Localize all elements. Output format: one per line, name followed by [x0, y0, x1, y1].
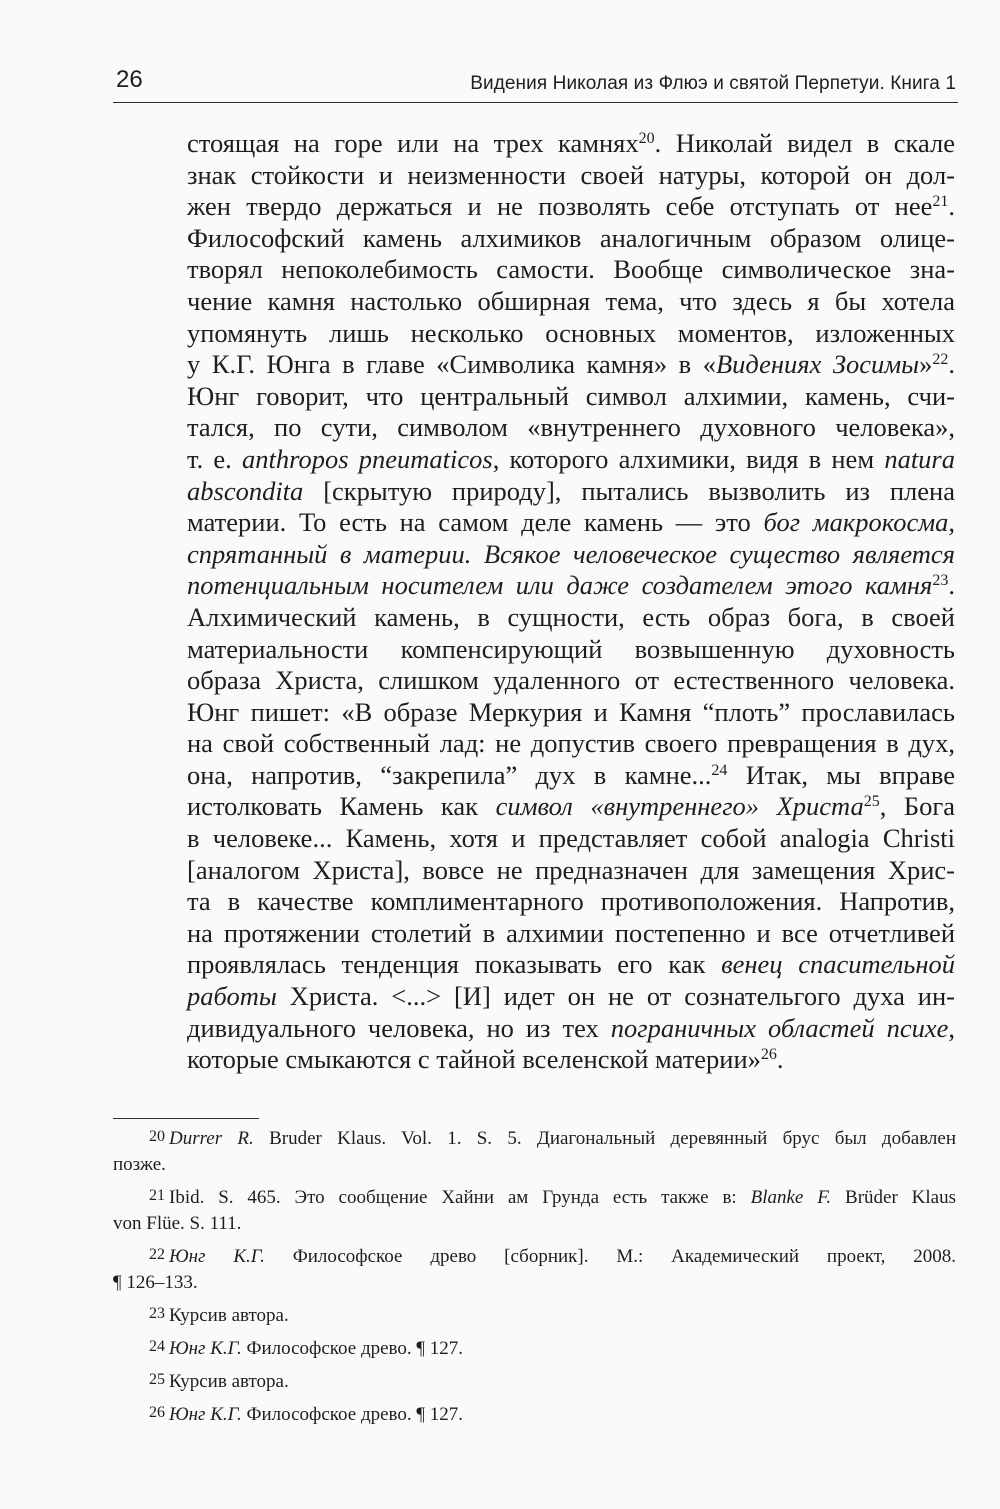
text-line — [187, 286, 955, 318]
footnote-line — [113, 1124, 956, 1152]
text-text: дивидуального человека, но из тех — [187, 1012, 611, 1043]
text-text: та в качестве комплиментарного противоположения. Напротив, — [187, 886, 955, 917]
text-line — [187, 823, 955, 855]
text-text: образа Христа, слишком удаленного от естественного человека. — [187, 665, 955, 696]
footnote-number: 22 — [149, 1246, 165, 1263]
footnote — [113, 1400, 956, 1428]
footnote-ref: 25 — [863, 793, 880, 811]
footnote-line — [113, 1211, 956, 1237]
text-text: [скрытую природу], пытались вызволить из плена — [303, 475, 955, 506]
text-line — [187, 855, 955, 887]
footnote-divider — [113, 1118, 259, 1119]
text-line — [187, 412, 955, 444]
text-italic: natura — [884, 443, 955, 474]
text-text: Юнг говорит, что центральный символ алхимии, камень, счи- — [187, 380, 955, 411]
text-text: упомянуть лишь несколько основных моментов, изложенных — [187, 317, 955, 348]
text-italic: пограничных областей психе — [610, 1012, 949, 1043]
text-line — [187, 886, 955, 918]
text-line — [187, 539, 955, 571]
text-text: материи. То есть на самом деле камень — это — [187, 507, 764, 538]
text-text: материальности компенсирующий возвышенную духовность — [187, 633, 955, 664]
text-line — [187, 697, 955, 729]
text-text: . — [948, 191, 955, 222]
text-line — [187, 1013, 955, 1045]
text-line — [187, 349, 955, 381]
footnote — [113, 1334, 956, 1362]
footnote-ref: 20 — [638, 130, 655, 147]
text-text: Итак, мы вправе — [727, 759, 955, 790]
footnote-text: Курсив автора. — [169, 1371, 289, 1392]
text-text: тался, по сути, символом «внутреннего духовного человека», — [187, 412, 955, 443]
text-text: Христа. <...> [И] идет он не от сознательгого духа ин- — [276, 981, 955, 1012]
footnote-ref: 22 — [932, 351, 949, 369]
text-line — [187, 128, 955, 160]
text-line — [187, 160, 955, 192]
text-text: знак стойкости и неизменности своей натуры, которой он дол- — [187, 159, 955, 190]
text-text: [аналогом Христа], вовсе не предназначен для замещения Хрис- — [187, 854, 955, 885]
text-text: Философский камень алхимиков аналогичным образом олице- — [187, 222, 955, 253]
footnote-number: 24 — [149, 1338, 165, 1355]
text-line — [187, 507, 955, 539]
text-line — [187, 223, 955, 255]
text-line — [187, 570, 955, 602]
footnote-line — [113, 1242, 956, 1270]
footnote-line — [113, 1367, 956, 1395]
text-italic: бог макрокосма, — [763, 507, 955, 538]
footnote — [113, 1124, 956, 1178]
footnote-italic: Юнг К.Г. — [169, 1404, 242, 1425]
footnote-text: Bruder Klaus. Vol. 1. S. 5. Диагональный деревянный брус был добавлен — [253, 1128, 956, 1149]
text-line — [187, 728, 955, 760]
text-italic: символ «внутреннего» Христа — [495, 791, 864, 822]
text-line — [187, 381, 955, 413]
text-italic: anthropos pneumaticos — [242, 443, 493, 474]
footnote-line — [113, 1400, 956, 1428]
text-text: у К.Г. Юнга в главе «Символика камня» в « — [187, 349, 716, 380]
text-italic: Видениях Зосимы — [715, 349, 920, 380]
text-italic: abscondita — [187, 475, 304, 506]
text-text: . — [776, 1044, 784, 1075]
text-text: т. е. — [187, 443, 243, 474]
footnote-text: Философское древо. ¶ 127. — [241, 1338, 463, 1359]
text-line — [187, 791, 955, 823]
text-line — [187, 634, 955, 666]
text-text: творял непоколебимость самости. Вообще символическое зна- — [187, 254, 955, 285]
text-line — [187, 444, 955, 476]
footnote — [113, 1242, 956, 1296]
text-line — [187, 981, 955, 1013]
footnote-text: ¶ 126–133. — [113, 1272, 198, 1293]
text-line — [187, 918, 955, 950]
footnote-italic: Blanke F. — [750, 1187, 832, 1208]
text-text: , Бога — [879, 791, 955, 822]
text-italic: потенциальным носителем или даже создателем этого камня — [187, 570, 933, 601]
footnote — [113, 1367, 956, 1395]
footnote-line — [113, 1301, 956, 1329]
text-line — [187, 760, 955, 792]
footnotes — [113, 1124, 956, 1433]
text-text: чение камня настолько обширная тема, что здесь я бы хотела — [187, 285, 955, 316]
text-line — [187, 602, 955, 634]
text-text: , — [948, 1012, 955, 1043]
footnote-text: позже. — [113, 1154, 166, 1175]
text-text: в человеке... Камень, хотя и представляет собой analogia Christi — [187, 823, 955, 854]
text-text: . — [948, 349, 955, 380]
footnote-number: 20 — [149, 1128, 165, 1145]
text-line — [187, 476, 955, 508]
text-italic: спрятанный в материи. Всякое человеческое существо является — [187, 538, 955, 569]
footnote-number: 26 — [149, 1404, 165, 1421]
text-text: проявлялась тенденция показывать его как — [187, 949, 722, 980]
footnote — [113, 1301, 956, 1329]
text-line — [187, 949, 955, 981]
footnote-line — [113, 1270, 956, 1296]
text-text: на свой собственный лад: не допустив своего превращения в дух, — [187, 728, 955, 759]
footnote-text: Курсив автора. — [169, 1305, 289, 1326]
footnote-italic: Durrer R. — [169, 1128, 254, 1149]
footnote-text: von Flüe. S. 111. — [113, 1213, 242, 1234]
footnote-line — [113, 1152, 956, 1178]
footnote-text: Brüder Klaus — [831, 1187, 956, 1208]
footnote-number: 23 — [149, 1305, 165, 1322]
footnote-number: 21 — [149, 1187, 165, 1204]
footnote-text: Ibid. S. 465. Это сообщение Хайни ам Грунда есть также в: — [169, 1187, 751, 1208]
footnote-ref: 21 — [932, 193, 949, 211]
main-text — [187, 128, 955, 1076]
page-number: 26 — [116, 66, 143, 93]
text-line — [187, 254, 955, 286]
text-text: » — [919, 349, 933, 380]
footnote-ref: 23 — [932, 572, 949, 590]
footnote-text: Философское древо [сборник]. М.: Академический проект, 2008. — [264, 1246, 956, 1267]
text-line — [187, 318, 955, 350]
text-line — [187, 191, 955, 223]
footnote-ref: 26 — [760, 1046, 777, 1064]
text-italic: работы — [187, 981, 277, 1012]
text-text: . Николай видел в скале — [654, 128, 955, 158]
text-text: жен твердо держаться и не позволять себе отступать от нее — [187, 191, 933, 222]
footnote-italic: Юнг К.Г. — [169, 1338, 242, 1359]
text-text: , которого алхимики, видя в нем — [492, 443, 885, 474]
text-text: стоящая на горе или на трех камнях — [187, 128, 639, 158]
text-text: Юнг пишет: «В образе Меркурия и Камня “плоть” прославилась — [187, 696, 955, 727]
text-text: истолковать Камень как — [187, 791, 496, 822]
page-header — [113, 62, 958, 103]
text-line — [187, 1044, 955, 1076]
text-italic: венец спасительной — [721, 949, 955, 980]
footnote-line — [113, 1183, 956, 1211]
footnote — [113, 1183, 956, 1237]
footnote-text: Философское древо. ¶ 127. — [241, 1404, 463, 1425]
footnote-ref: 24 — [711, 761, 728, 779]
text-line — [187, 665, 955, 697]
footnote-italic: Юнг К.Г. — [169, 1246, 265, 1267]
footnote-number: 25 — [149, 1371, 165, 1388]
text-text: . — [948, 570, 955, 601]
text-text: Алхимический камень, в сущности, есть образ бога, в своей — [187, 601, 955, 632]
text-text: которые смыкаются с тайной вселенской материи» — [187, 1044, 761, 1075]
running-title: Видения Николая из Флюэ и святой Перпетуи. Книга 1 — [470, 73, 956, 94]
footnote-line — [113, 1334, 956, 1362]
text-text: она, напротив, “закрепила” дух в камне... — [187, 759, 712, 790]
text-text: на протяжении столетий в алхимии постепенно и все отчетливей — [187, 917, 955, 948]
